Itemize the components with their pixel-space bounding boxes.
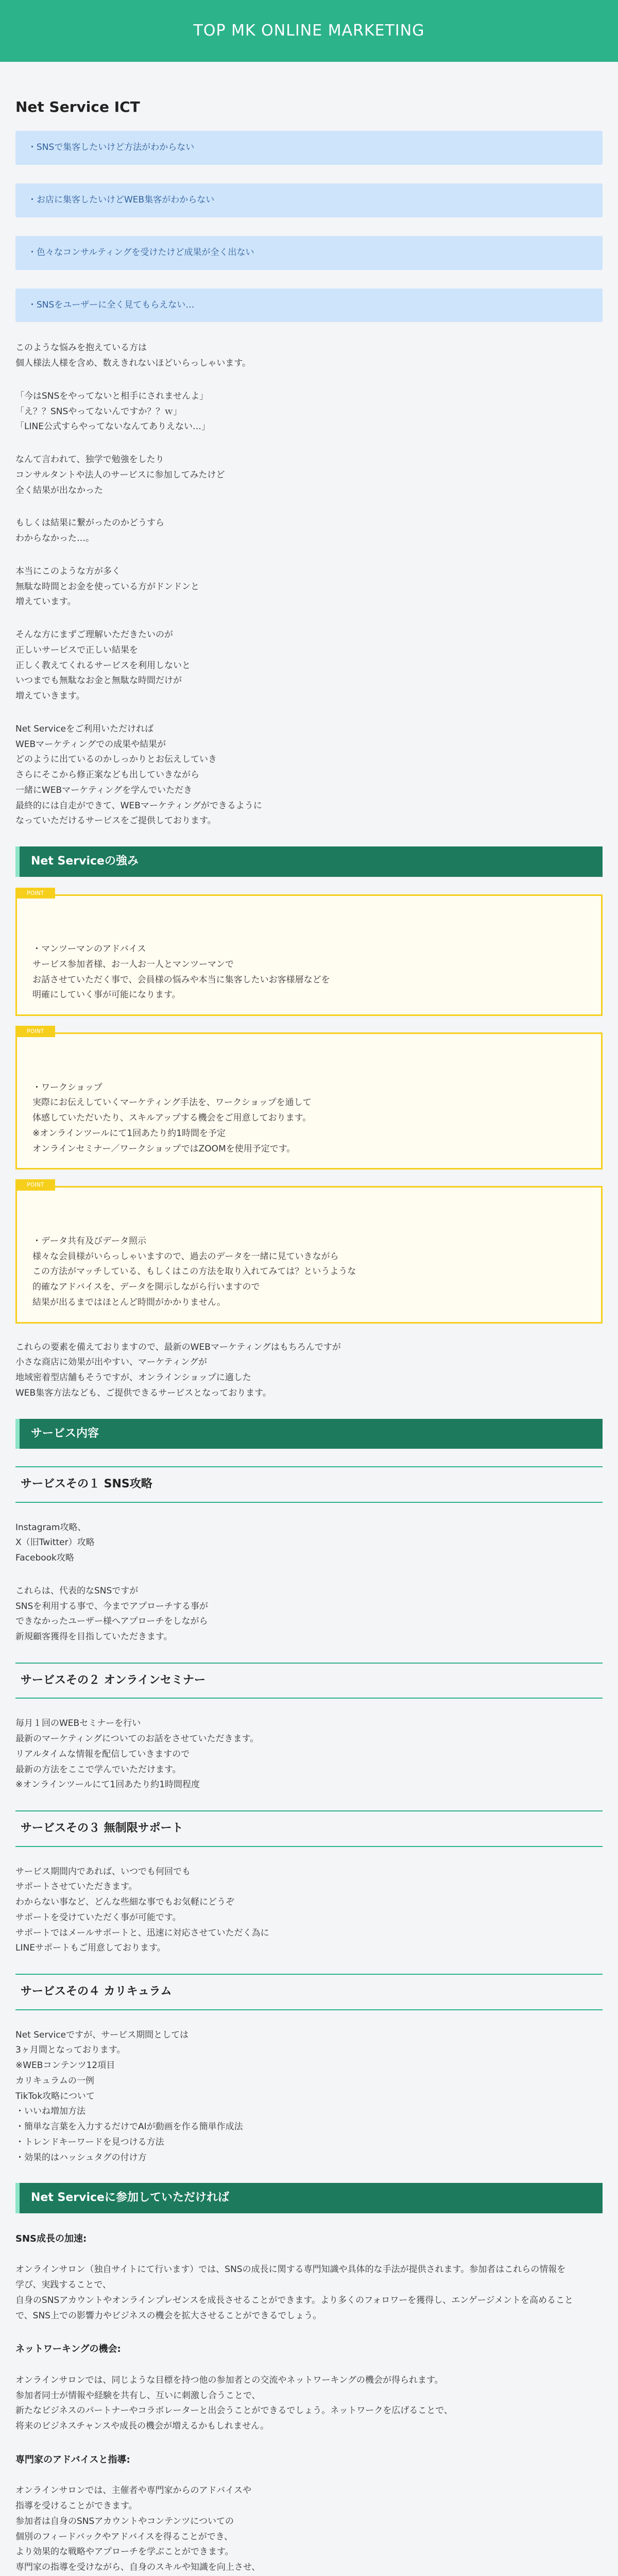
page-content	[0, 62, 618, 2576]
intro-paragraph: このような悩みを抱えている方は 個人様法人様を含め、数えきれないほどいらっしゃいます。	[15, 343, 251, 369]
service-body: サービス期間内であれば、いつでも何回でも サポートさせていただきます。 わからない事など、どんな些細な事でもお気軽にどうぞ サポートを受けていただく事が可能です。 サポートではメールサポートと、迅速に対応させていただく為に LINEサポートもご用意しております。	[15, 1866, 269, 1954]
intro-paragraph: 「今はSNSをやってないと相手にされませんよ」 「え？？SNSやってないんですか？？ｗ」 「LINE公式すらやってないなんてありえない…」	[15, 391, 210, 432]
strength-box	[15, 1181, 603, 1323]
strength-text: ・ワークショップ 実際にお伝えしていくマーケティング手法を、ワークショップを通して 体感していただいたり、スキルアップする機会をご用意しております。 ※オンラインツールにて1回あたり約1時間を予定 オンラインセミナー／ワークショップではZOOMを使用予定です。	[32, 1082, 312, 1154]
benefit-body: オンラインサロンでは、主催者や専門家からのアドバイスや 指導を受けることができます。 参加者は自身のSNSアカウントやコンテンツについての 個別のフィードバックやアドバイスを得ることができ、 より効果的な戦略やアプローチを学ぶことができます。 専門家の指導を受けながら、自身のスキルや知識を向上させ、	[15, 2485, 261, 2573]
strength-box	[15, 889, 603, 1016]
benefit-body: オンラインサロンでは、同じような目標を持つ他の参加者との交流やネットワーキングの機会が得られます。 参加者同士が情報や経験を共有し、互いに刺激し合うことで、 新たなビジネスのパートナーやコラボレーターと出会うことができるでしょう。ネットワークを広げることで、 将来のビジネスチャンスや成長の機会が増えるかもしれません。	[15, 2375, 453, 2432]
worry-item: ・SNSで集客したいけど方法がわからない	[15, 131, 603, 165]
benefit-title: 専門家のアドバイスと指導:	[15, 2454, 130, 2465]
point-tag: POINT	[15, 1026, 55, 1037]
page-title: Net Service ICT	[15, 98, 140, 115]
worry-item: ・SNSをユーザーに全く見てもらえない…	[15, 289, 603, 323]
point-tag: POINT	[15, 888, 55, 899]
intro-paragraph: もしくは結果に繋がったのかどうすら わからなかった…。	[15, 518, 164, 544]
intro-paragraph: Net Serviceをご利用いただければ WEBマーケティングでの成果や結果が どのように出ているのかしっかりとお伝えしていき さらにそこから修正案なども出していきながら 一緒にWEBマーケティングを学んでいただき 最終的には自走ができて、WEBマーケティングができるように なっていただけるサービスをご提供しております。	[15, 723, 262, 826]
worry-item: ・色々なコンサルティングを受けたけど成果が全く出ない	[15, 236, 603, 270]
service-title: サービスその２ オンラインセミナー	[15, 1663, 603, 1699]
services-heading: サービス内容	[15, 1419, 603, 1449]
benefit-body: オンラインサロン（独自サイトにて行います）では、SNSの成長に関する専門知識や具体的な手法が提供されます。参加者はこれらの情報を 学び、実践することで、 自身のSNSアカウントやオンラインプレゼンスを成長させることができます。より多くのフォロワーを獲得し、エンゲージメントを高めること で、SNS上での影響力やビジネスの機会を拡大させることができるでしょう。	[15, 2264, 574, 2321]
strengths-heading: Net Serviceの強み	[15, 846, 603, 877]
intro-paragraph: 本当にこのような方が多く 無駄な時間とお金を使っている方がドンドンと 増えています。	[15, 566, 199, 607]
site-header	[0, 0, 618, 62]
service-title: サービスその１ SNS攻略	[15, 1466, 603, 1503]
strength-text: ・データ共有及びデータ照示 様々な会員様がいらっしゃいますので、過去のデータを一緒に見ていきながら この方法がマッチしている、もしくはこの方法を取り入れてみては？というような 的確なアドバイスを、データを開示しながら行いますので 結果が出るまではほとんど時間がかかりません。	[32, 1235, 356, 1308]
benefit-title: ネットワーキングの機会:	[15, 2344, 121, 2355]
worry-item: ・お店に集客したいけどWEB集客がわからない	[15, 183, 603, 217]
service-body: Instagram攻略、 X（旧Twitter）攻略 Facebook攻略	[15, 1522, 95, 1564]
benefit-title: SNS成長の加速:	[15, 2233, 87, 2244]
benefits-heading: Net Serviceに参加していただければ	[15, 2183, 603, 2213]
service-body: Net Serviceですが、サービス期間としては 3ヶ月間となっております。 ※WEBコンテンツ12項目 カリキュラムの一例 TikTok攻略について ・いいね増加方法 ・簡単な言葉を入力するだけでAIが動画を作る簡単作成法 ・トレンドキーワードを見つける方法 ・効果的はハッシュタグの付け方	[15, 2029, 243, 2163]
strengths-summary: これらの要素を備えておりますので、最新のWEBマーケティングはもちろんですが 小さな商店に効果が出やすい、マーケティングが 地域密着型店舗もそうですが、オンラインショップに適した WEB集客方法なども、ご提供できるサービスとなっております。	[15, 1342, 341, 1398]
point-tag: POINT	[15, 1179, 55, 1191]
service-body: これらは、代表的なSNSですが SNSを利用する事で、今までアプローチする事が できなかったユーザー様へアプローチをしながら 新規顧客獲得を目指していただきます。	[15, 1585, 208, 1642]
intro-paragraph: そんな方にまずご理解いただきたいのが 正しいサービスで正しい結果を 正しく教えてくれるサービスを利用しないと いつまでも無駄なお金と無駄な時間だけが 増えていきます。	[15, 630, 191, 702]
service-title: サービスその３ 無制限サポート	[15, 1810, 603, 1847]
service-title: サービスその４ カリキュラム	[15, 1974, 603, 2010]
intro-paragraph: なんて言われて、独学で勉強をしたり コンサルタントや法人のサービスに参加してみたけど 全く結果が出なかった	[15, 454, 225, 496]
service-body: 毎月１回のWEBセミナーを行い 最新のマーケティングについてのお話をさせていただきます。 リアルタイムな情報を配信していきますので 最新の方法をここで学んでいただけます。 ※オンラインツールにて1回あたり約1時間程度	[15, 1718, 259, 1790]
site-title-link[interactable]: TOP MK ONLINE MARKETING	[193, 21, 425, 40]
strength-box	[15, 1028, 603, 1170]
strength-text: ・マンツーマンのアドバイス サービス参加者様、お一人お一人とマンツーマンで お話させていただく事で、会員様の悩みや本当に集客したいお客様層などを 明確にしていく事が可能になります。	[32, 944, 330, 1001]
